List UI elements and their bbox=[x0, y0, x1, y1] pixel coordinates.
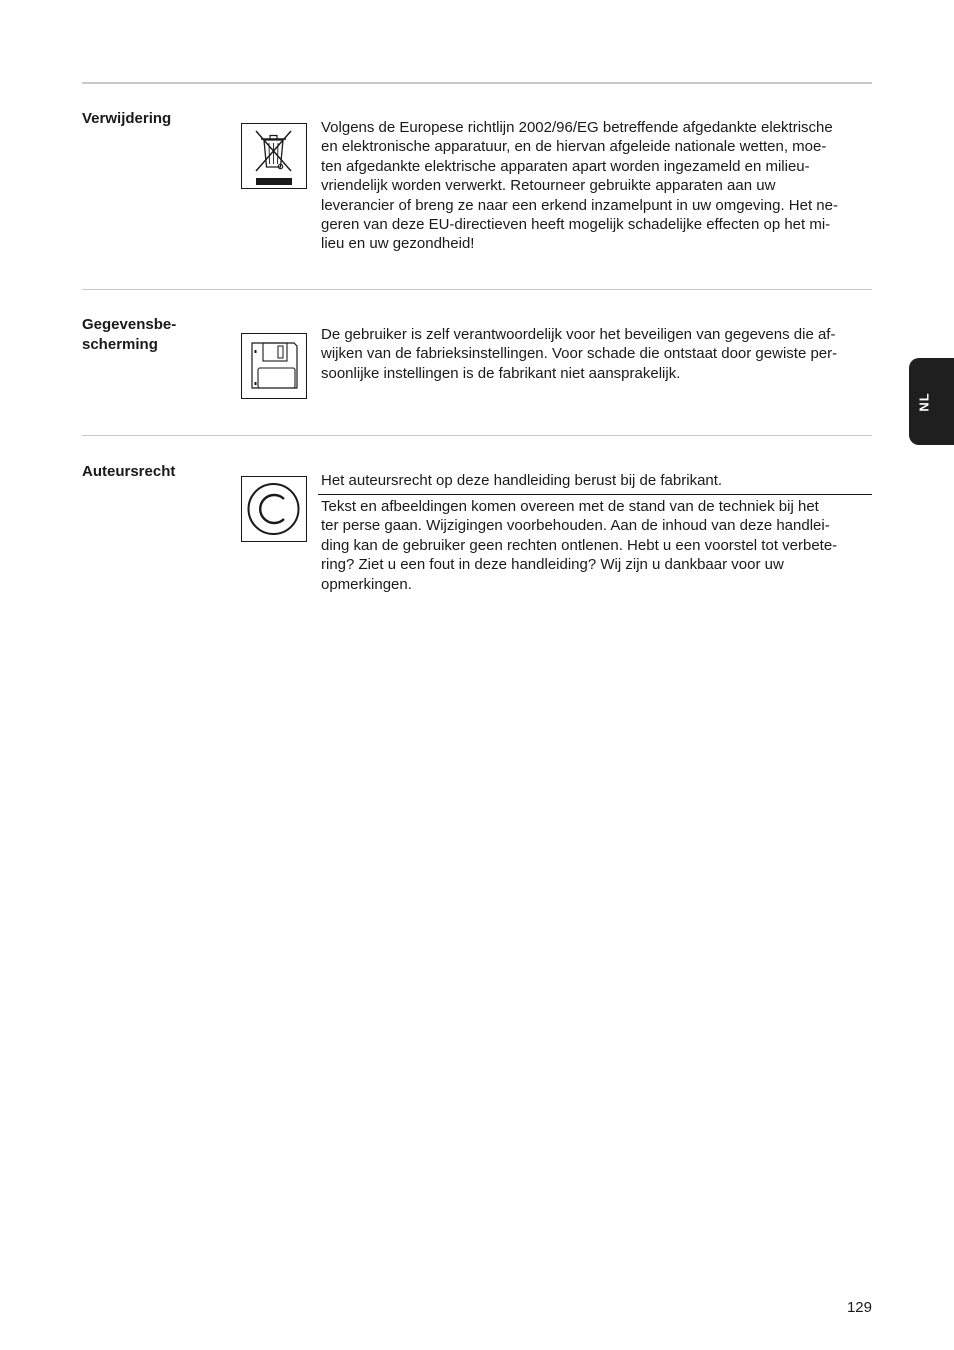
copyright-icon bbox=[241, 476, 307, 542]
disposal-text: Volgens de Europese richtlijn 2002/96/EG betreffende afgedankte elektrische en elektronische apparatuur, en de hiervan afgeleide nationale wetten, moe- ten afgedankte elektrische apparaten apart worden ingezameld en milieu- vriendelijk worden verwerkt. Retourneer gebruikte apparaten aan uw leverancier of breng ze naar een erkend inzamelpunt in uw omgeving. Het ne- geren van deze EU-directieven heeft mogelijk schadelijke effecten op het mi- lieu en uw gezondheid! bbox=[321, 119, 838, 253]
section-heading: Verwijdering bbox=[82, 110, 172, 127]
language-tab bbox=[909, 358, 954, 445]
data-protection-text: De gebruiker is zelf verantwoordelijk voor het beveiligen van gegevens die af- wijken van de fabrieksinstellingen. Voor schade die ontstaat door gewiste per- soonlijke instellingen is de fabrikant niet aansprakelijk. bbox=[321, 326, 838, 382]
floppy-disk-icon bbox=[241, 333, 307, 399]
copyright-notice-text: Tekst en afbeeldingen komen overeen met de stand van de techniek bij het ter perse gaan. Wijzigingen voorbehouden. Aan de inhoud van deze handlei- ding kan de gebruiker geen rechten ontlenen. Hebt u een voorstel tot verbete- ring? Ziet u een fout in deze handleiding? Wij zijn u dankbaar voor uw opmerkingen. bbox=[321, 498, 838, 593]
section-divider bbox=[82, 289, 872, 290]
copyright-owner-text: Het auteursrecht op deze handleiding berust bij de fabrikant. bbox=[321, 472, 723, 489]
page-number: 129 bbox=[846, 1299, 872, 1316]
section-heading: Auteursrecht bbox=[82, 463, 176, 480]
copyright-subdivider bbox=[318, 494, 872, 495]
language-tab-label: NL bbox=[916, 391, 932, 412]
section-divider bbox=[82, 435, 872, 436]
section-heading: Gegevensbe- scherming bbox=[82, 316, 177, 353]
top-divider bbox=[82, 82, 872, 84]
crossed-out-wheelie-bin-icon bbox=[241, 123, 307, 189]
